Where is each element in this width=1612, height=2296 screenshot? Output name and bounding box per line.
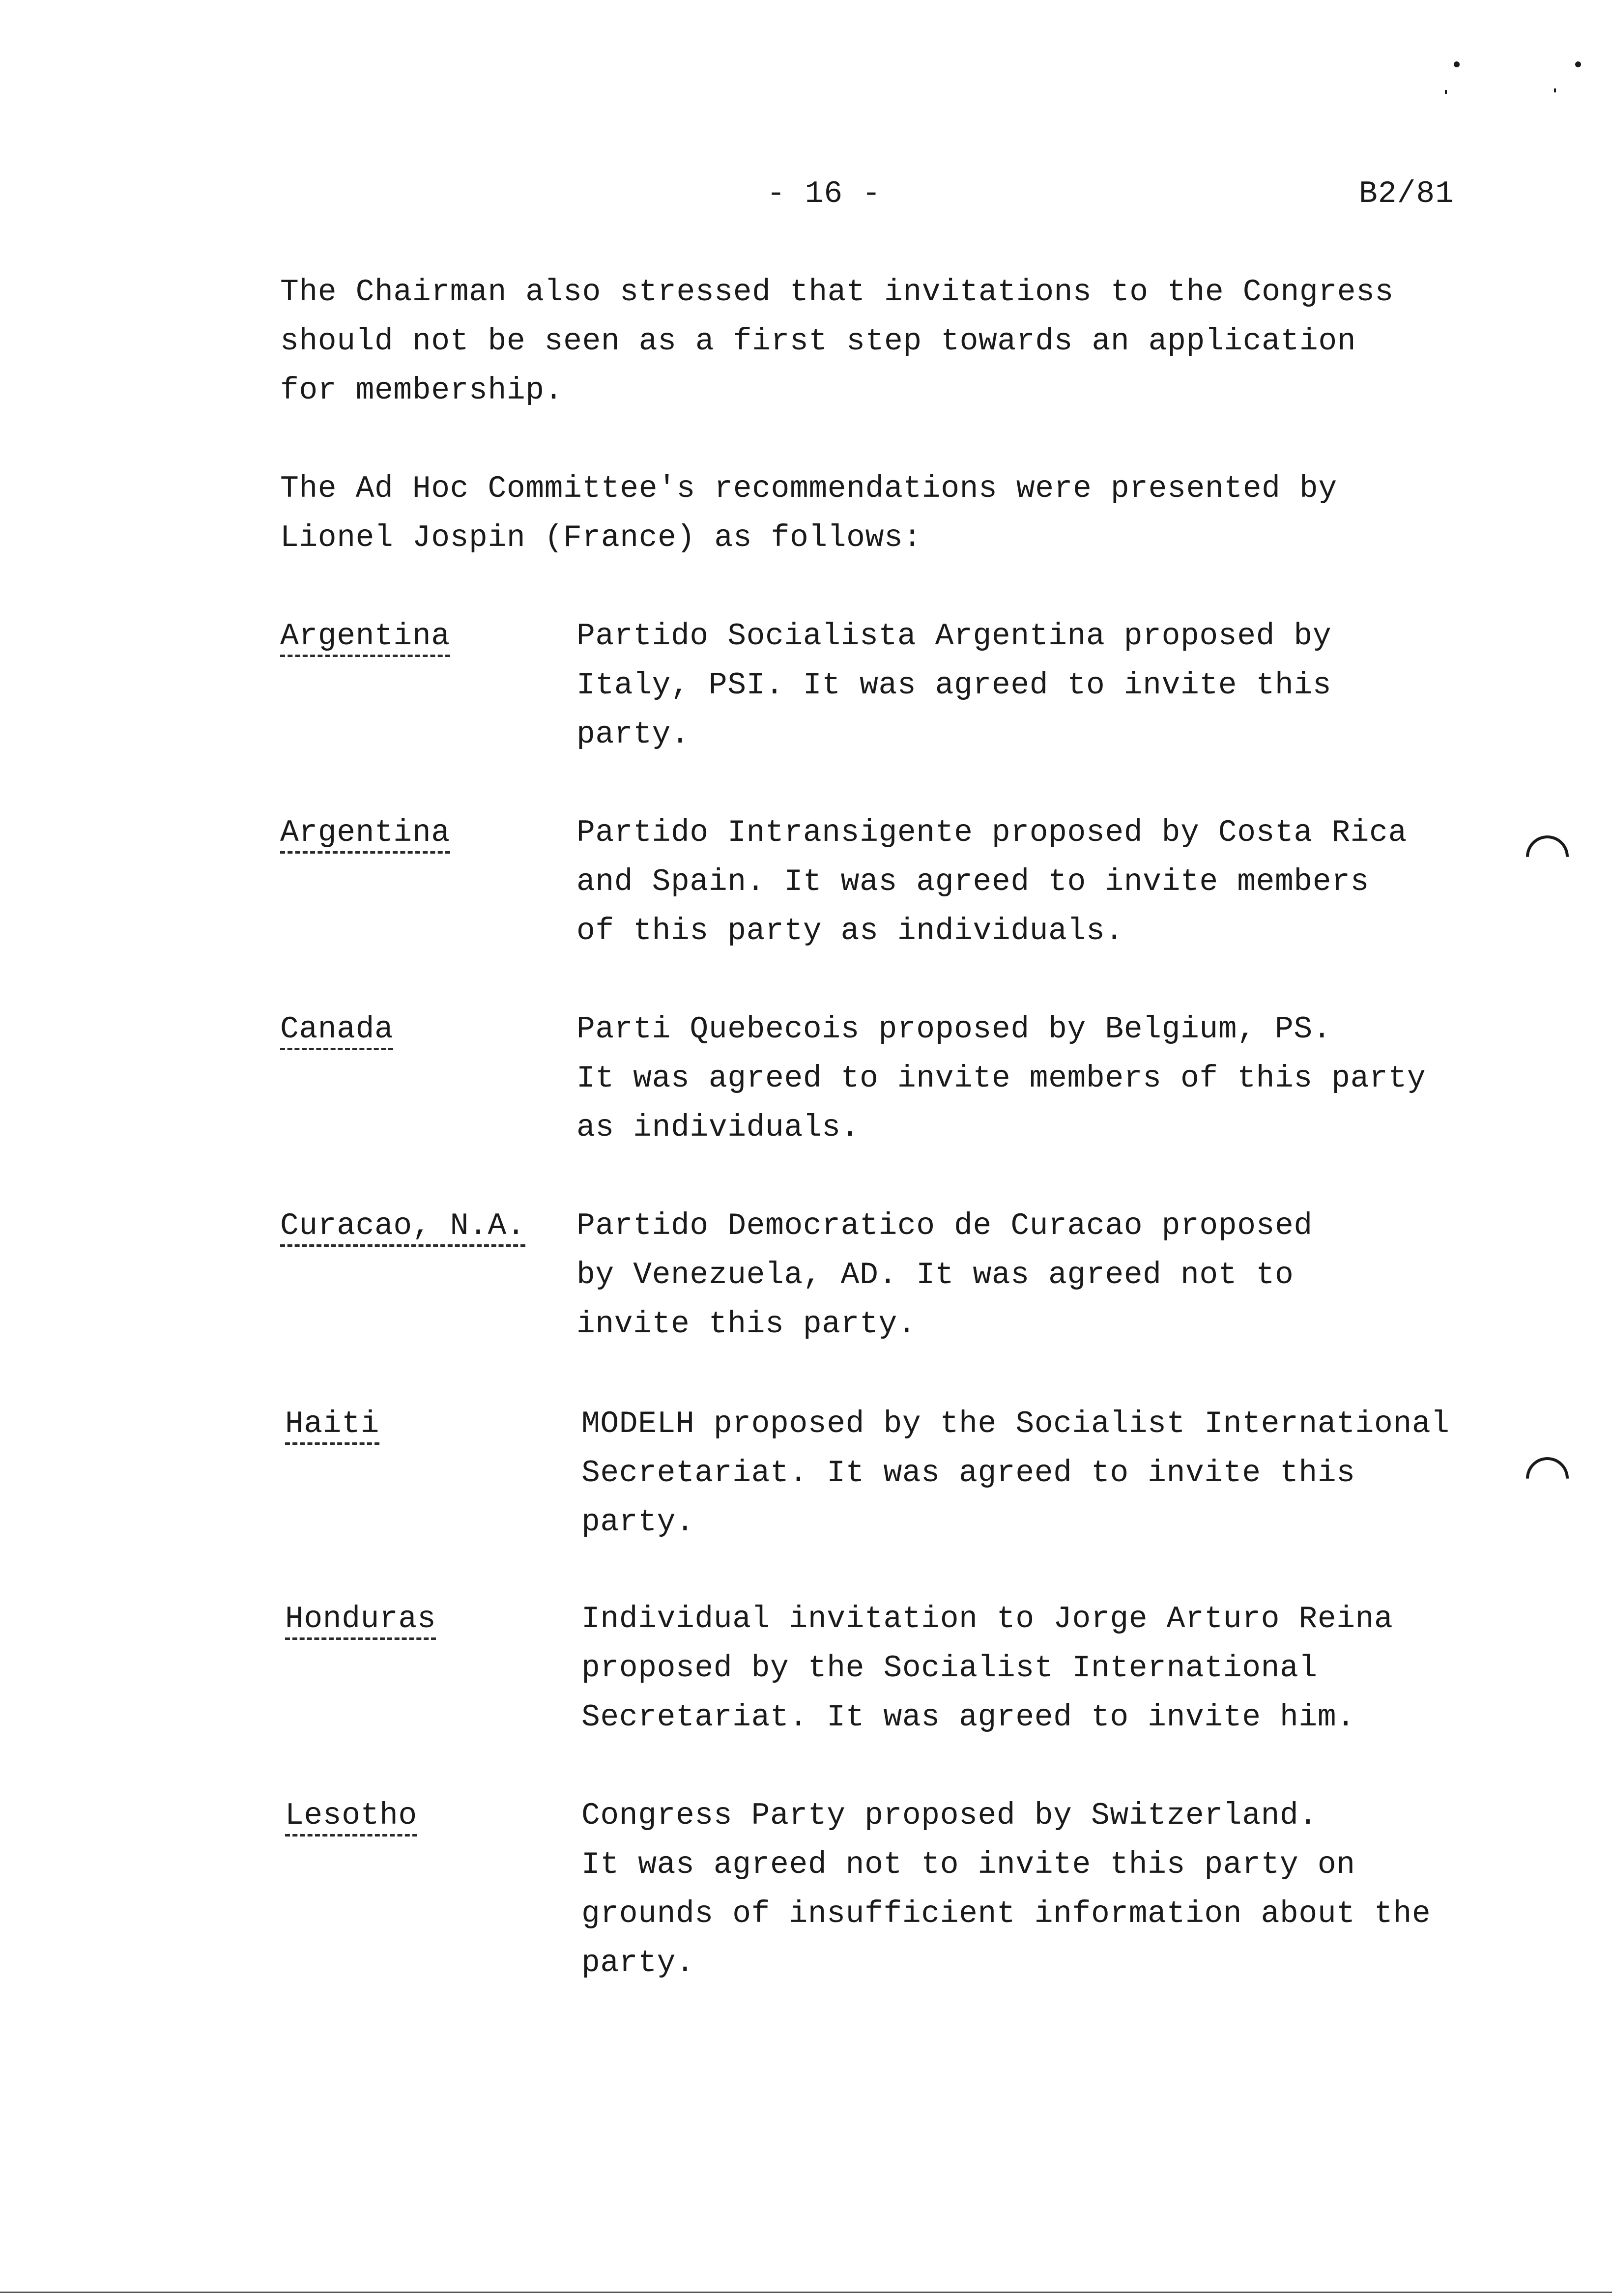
- scan-mark: [1445, 90, 1447, 94]
- country-label: Honduras: [285, 1602, 436, 1640]
- country-label: Argentina: [280, 619, 450, 657]
- country-label: Canada: [280, 1012, 393, 1050]
- country-label: Curacao, N.A.: [280, 1208, 525, 1247]
- document-reference: B2/81: [1359, 176, 1455, 211]
- country-heading: [280, 612, 450, 661]
- page-number: - 16 -: [767, 176, 881, 211]
- country-label: Haiti: [285, 1406, 379, 1445]
- country-label: Lesotho: [285, 1798, 417, 1837]
- country-heading: [280, 1202, 525, 1251]
- recommendation-text: MODELH proposed by the Socialist International Secretariat. It was agreed to invite this party.: [581, 1406, 1450, 1540]
- body-paragraph: The Ad Hoc Committee's recommendations were presented by Lionel Jospin (France) as follows:: [280, 471, 1337, 555]
- body-paragraph: The Chairman also stressed that invitations to the Congress should not be seen as a first step towards an application for membership.: [280, 275, 1394, 408]
- country-heading: [285, 1595, 436, 1644]
- scan-mark: [1554, 88, 1556, 92]
- recommendation-text: Parti Quebecois proposed by Belgium, PS. It was agreed to invite members of this party as individuals.: [576, 1012, 1426, 1145]
- country-heading: [285, 1791, 417, 1840]
- country-heading: [280, 1005, 393, 1054]
- country-label: Argentina: [280, 815, 450, 854]
- recommendation-text: Partido Intransigente proposed by Costa Rica and Spain. It was agreed to invite members of this party as individuals.: [576, 815, 1407, 948]
- recommendation-text: Individual invitation to Jorge Arturo Reina proposed by the Socialist International Secretariat. It was agreed to invite him.: [581, 1602, 1393, 1735]
- recommendation-text: Partido Socialista Argentina proposed by Italy, PSI. It was agreed to invite this party.: [576, 619, 1332, 752]
- country-heading: [285, 1400, 379, 1449]
- scan-mark: [1454, 61, 1460, 67]
- country-heading: [280, 808, 450, 858]
- scan-mark: [1575, 61, 1581, 67]
- recommendation-text: Partido Democratico de Curacao proposed by Venezuela, AD. It was agreed not to invite this party.: [576, 1208, 1313, 1342]
- recommendation-text: Congress Party proposed by Switzerland. It was agreed not to invite this party on grounds of insufficient information about the party.: [581, 1798, 1431, 1980]
- scan-edge-line: [0, 2292, 1612, 2293]
